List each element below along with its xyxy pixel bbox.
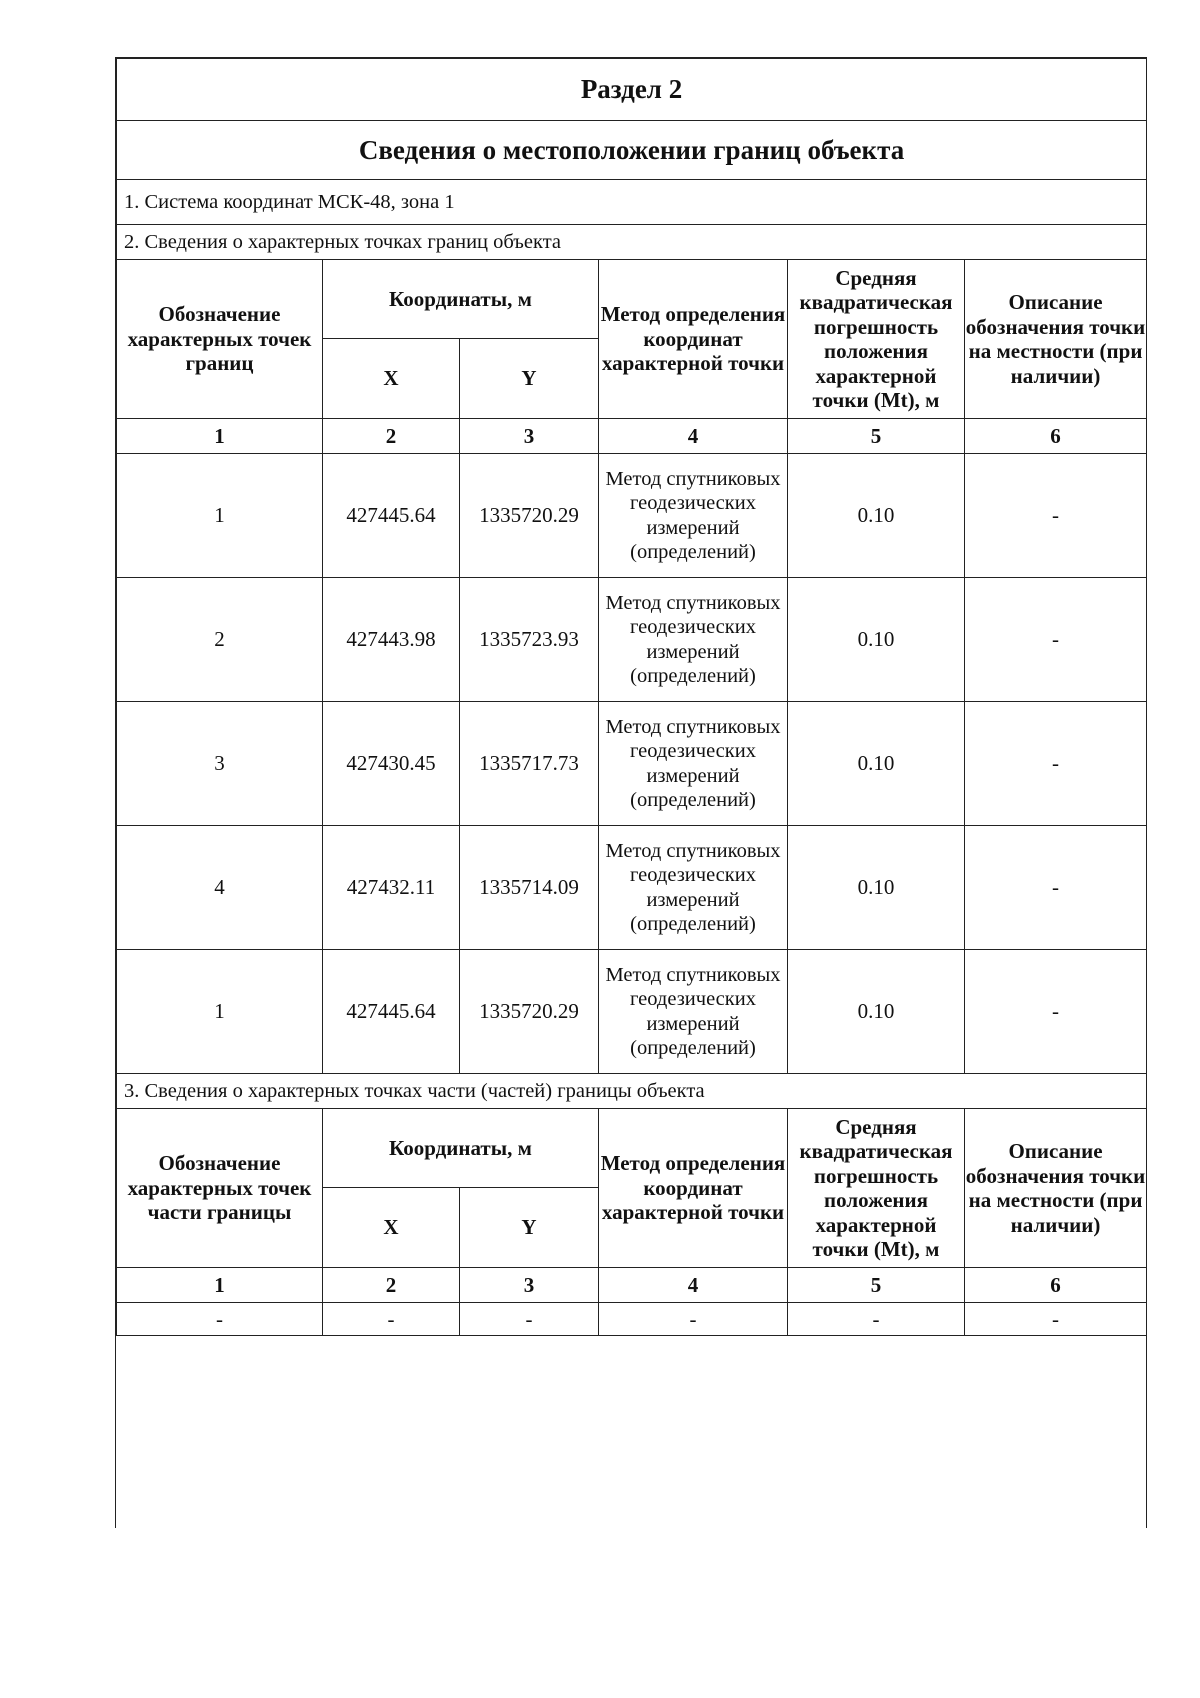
header-x: X xyxy=(323,1188,460,1268)
coordinate-system: 1. Система координат МСК-48, зона 1 xyxy=(117,180,1147,225)
column-number: 1 xyxy=(117,1268,323,1303)
section-title: Раздел 2 xyxy=(117,59,1147,121)
header-error: Средняя квадратическая погрешность положения характерной точки (Mt), м xyxy=(788,1109,965,1268)
column-number: 6 xyxy=(965,1268,1147,1303)
method: Метод спутниковых геодезических измерений (определений) xyxy=(599,454,788,578)
header-method: Метод определения координат характерной точки xyxy=(599,260,788,419)
document-title: Сведения о местоположении границ объекта xyxy=(117,121,1147,180)
header-coordinates: Координаты, м xyxy=(323,260,599,339)
boundary-table xyxy=(116,58,1147,1336)
column-number: 1 xyxy=(117,419,323,454)
header-method: Метод определения координат характерной точки xyxy=(599,1109,788,1268)
error-mt: 0.10 xyxy=(788,702,965,826)
error-mt: 0.10 xyxy=(788,826,965,950)
coord-x: 427432.11 xyxy=(323,826,460,950)
error-mt: 0.10 xyxy=(788,454,965,578)
table-row xyxy=(117,454,1147,578)
column-number: 5 xyxy=(788,1268,965,1303)
method: Метод спутниковых геодезических измерений (определений) xyxy=(599,950,788,1074)
header-y: Y xyxy=(460,339,599,419)
method: Метод спутниковых геодезических измерений (определений) xyxy=(599,578,788,702)
empty-cell: - xyxy=(599,1303,788,1336)
coord-x: 427445.64 xyxy=(323,454,460,578)
description: - xyxy=(965,950,1147,1074)
coord-x: 427430.45 xyxy=(323,702,460,826)
description: - xyxy=(965,702,1147,826)
column-number: 2 xyxy=(323,419,460,454)
error-mt: 0.10 xyxy=(788,578,965,702)
empty-cell: - xyxy=(460,1303,599,1336)
description: - xyxy=(965,454,1147,578)
empty-cell: - xyxy=(323,1303,460,1336)
empty-cell: - xyxy=(117,1303,323,1336)
header-error: Средняя квадратическая погрешность положения характерной точки (Mt), м xyxy=(788,260,965,419)
method: Метод спутниковых геодезических измерений (определений) xyxy=(599,702,788,826)
point-id: 1 xyxy=(117,454,323,578)
header-coordinates: Координаты, м xyxy=(323,1109,599,1188)
error-mt: 0.10 xyxy=(788,950,965,1074)
header-description: Описание обозначения точки на местности (при наличии) xyxy=(965,260,1147,419)
point-id: 4 xyxy=(117,826,323,950)
column-number: 4 xyxy=(599,1268,788,1303)
method: Метод спутниковых геодезических измерений (определений) xyxy=(599,826,788,950)
point-id: 2 xyxy=(117,578,323,702)
coord-y: 1335720.29 xyxy=(460,950,599,1074)
table-row xyxy=(117,578,1147,702)
coord-y: 1335717.73 xyxy=(460,702,599,826)
document-page xyxy=(115,57,1147,1528)
header-point: Обозначение характерных точек границ xyxy=(117,260,323,419)
table-row xyxy=(117,826,1147,950)
point-id: 1 xyxy=(117,950,323,1074)
description: - xyxy=(965,826,1147,950)
points-heading: 2. Сведения о характерных точках границ объекта xyxy=(117,225,1147,260)
header-description: Описание обозначения точки на местности (при наличии) xyxy=(965,1109,1147,1268)
coord-x: 427443.98 xyxy=(323,578,460,702)
column-number: 4 xyxy=(599,419,788,454)
table-row xyxy=(117,1303,1147,1336)
column-number: 5 xyxy=(788,419,965,454)
coord-y: 1335714.09 xyxy=(460,826,599,950)
column-number: 3 xyxy=(460,419,599,454)
empty-cell: - xyxy=(965,1303,1147,1336)
parts-heading: 3. Сведения о характерных точках части (частей) границы объекта xyxy=(117,1074,1147,1109)
column-number: 6 xyxy=(965,419,1147,454)
column-number: 2 xyxy=(323,1268,460,1303)
column-number: 3 xyxy=(460,1268,599,1303)
header-x: X xyxy=(323,339,460,419)
empty-cell: - xyxy=(788,1303,965,1336)
coord-x: 427445.64 xyxy=(323,950,460,1074)
header-point: Обозначение характерных точек части границы xyxy=(117,1109,323,1268)
coord-y: 1335723.93 xyxy=(460,578,599,702)
table-row xyxy=(117,950,1147,1074)
point-id: 3 xyxy=(117,702,323,826)
description: - xyxy=(965,578,1147,702)
coord-y: 1335720.29 xyxy=(460,454,599,578)
header-y: Y xyxy=(460,1188,599,1268)
table-row xyxy=(117,702,1147,826)
